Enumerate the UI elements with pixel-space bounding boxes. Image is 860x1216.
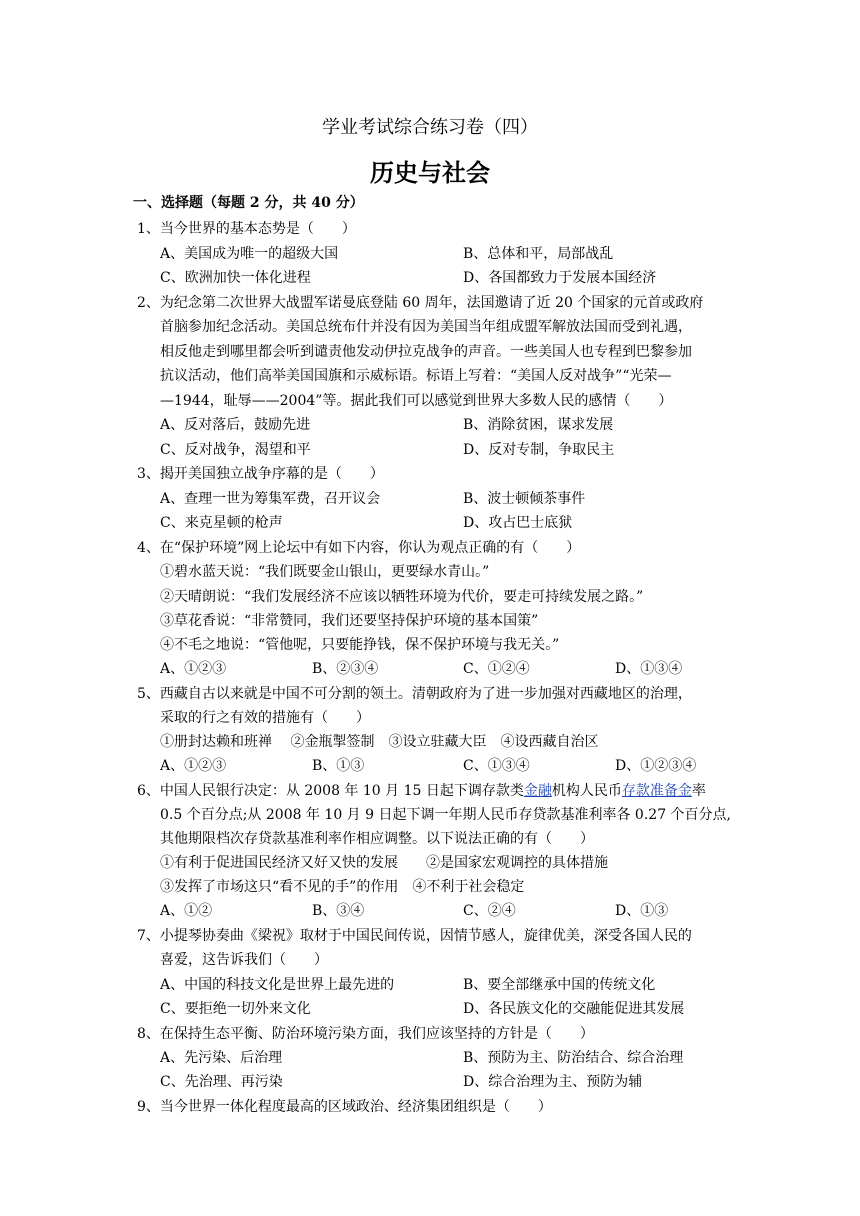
question-8-option-a: A、先污染、后治理: [160, 1050, 283, 1066]
question-2-option-a: A、反对落后，鼓励先进: [160, 417, 311, 433]
question-8-stem: 8、在保持生态平衡、防治环境污染方面，我们应该坚持的方针是（ ）: [137, 1026, 594, 1042]
exam-title: 历史与社会: [370, 158, 490, 187]
question-8-option-b: B、预防为主、防治结合、综合治理: [463, 1050, 684, 1066]
question-4-statement-4: ④不毛之地说：“管他呢，只要能挣钱，保不保护环境与我无关。”: [160, 637, 560, 653]
link-cunkuan-zhunbeijin[interactable]: 存款准备金: [621, 783, 692, 799]
question-4-statement-3: ③草花香说：“非常赞同，我们还要坚持保护环境的基本国策”: [160, 613, 539, 629]
question-7-option-d: D、各民族文化的交融能促进其发展: [463, 1001, 685, 1017]
question-3-option-b: B、波士顿倾茶事件: [463, 491, 586, 507]
question-6-statements-1: ①有利于促进国民经济又好又快的发展 ②是国家宏观调控的具体措施: [160, 855, 608, 871]
exam-subtitle: 学业考试综合练习卷（四）: [322, 117, 538, 138]
question-4-stem: 4、在“保护环境”网上论坛中有如下内容，你认为观点正确的有（ ）: [137, 540, 581, 556]
question-5-line-2: 采取的行之有效的措施有（ ）: [160, 710, 370, 726]
question-6-line-3: 其他期限档次存贷款基准利率作相应调整。以下说法正确的有（ ）: [160, 831, 594, 847]
question-1-stem: 1、当今世界的基本态势是（ ）: [137, 221, 356, 237]
question-6-option-b: B、③④: [312, 903, 365, 919]
question-6-option-d: D、①③: [615, 903, 669, 919]
question-7-option-b: B、要全部继承中国的传统文化: [463, 977, 656, 993]
question-7-option-c: C、要拒绝一切外来文化: [160, 1001, 311, 1017]
question-1-option-b: B、总体和平，局部战乱: [463, 246, 614, 262]
question-3-stem: 3、揭开美国独立战争序幕的是（ ）: [137, 466, 384, 482]
question-4-option-c: C、①②④: [463, 661, 530, 677]
link-jinrong[interactable]: 金融: [523, 783, 552, 799]
question-6-line-1: [137, 781, 706, 801]
question-1-option-a: A、美国成为唯一的超级大国: [160, 246, 339, 262]
question-6-line-2: 0.5 个百分点;从 2008 年 10 月 9 日起下调一年期人民币存贷款基准利率各 0.27 个百分点,: [160, 807, 732, 823]
question-6-option-c: C、②④: [463, 903, 516, 919]
question-1-option-d: D、各国都致力于发展本国经济: [463, 270, 657, 286]
question-6-statements-2: ③发挥了市场这只“看不见的手”的作用 ④不利于社会稳定: [160, 879, 525, 895]
question-2-line-1: 2、为纪念第二次世界大战盟军诺曼底登陆 60 周年，法国邀请了近 20 个国家的元首或政府: [137, 295, 704, 311]
question-2-line-2: 首脑参加纪念活动。美国总统布什并没有因为美国当年组成盟军解放法国而受到礼遇，: [160, 319, 692, 335]
question-4-statement-2: ②天晴朗说：“我们发展经济不应该以牺牲环境为代价，要走可持续发展之路。”: [160, 589, 644, 605]
question-4-option-b: B、②③④: [312, 661, 379, 677]
question-6-option-a: A、①②: [160, 903, 213, 919]
question-1-option-c: C、欧洲加快一体化进程: [160, 270, 311, 286]
question-7-option-a: A、中国的科技文化是世界上最先进的: [160, 977, 395, 993]
question-5-option-c: C、①③④: [463, 758, 530, 774]
question-3-option-a: A、查理一世为筹集军费，召开议会: [160, 491, 381, 507]
question-6-line-1-text-b: 机构人民币: [551, 783, 622, 799]
question-6-line-1-text-c: 率: [691, 783, 706, 799]
question-4-option-a: A、①②③: [160, 661, 227, 677]
question-9-stem: 9、当今世界一体化程度最高的区域政治、经济集团组织是（ ）: [137, 1099, 552, 1115]
question-7-line-1: 7、小提琴协奏曲《梁祝》取材于中国民间传说，因情节感人，旋律优美，深受各国人民的: [137, 928, 692, 944]
question-2-line-4: 抗议活动，他们高举美国国旗和示威标语。标语上写着：“美国人反对战争”“光荣—: [160, 368, 672, 384]
question-3-option-d: D、攻占巴士底狱: [463, 515, 573, 531]
question-2-line-5: —1944，耻辱——2004”等。据此我们可以感觉到世界大多数人民的感情（ ）: [160, 393, 673, 409]
question-4-option-d: D、①③④: [615, 661, 683, 677]
question-2-option-b: B、消除贫困，谋求发展: [463, 417, 614, 433]
question-4-statement-1: ①碧水蓝天说：“我们既要金山银山，更要绿水青山。”: [160, 564, 490, 580]
question-5-option-d: D、①②③④: [615, 758, 697, 774]
question-5-option-b: B、①③: [312, 758, 365, 774]
question-3-option-c: C、来克星顿的枪声: [160, 515, 283, 531]
question-5-line-1: 5、西藏自古以来就是中国不可分割的领土。清朝政府为了进一步加强对西藏地区的治理，: [137, 686, 692, 702]
question-8-option-d: D、综合治理为主、预防为辅: [463, 1074, 643, 1090]
question-2-option-c: C、反对战争，渴望和平: [160, 442, 311, 458]
question-2-line-3: 相反他走到哪里都会听到谴责他发动伊拉克战争的声音。一些美国人也专程到巴黎参加: [160, 344, 692, 360]
question-5-statements: ①册封达赖和班禅 ②金瓶掣签制 ③设立驻藏大臣 ④设西藏自治区: [160, 734, 599, 750]
question-5-option-a: A、①②③: [160, 758, 227, 774]
question-2-option-d: D、反对专制，争取民主: [463, 442, 615, 458]
question-6-line-1-text-a: 6、中国人民银行决定：从 2008 年 10 月 15 日起下调存款类: [137, 783, 524, 799]
question-7-line-2: 喜爱，这告诉我们（ ）: [160, 952, 328, 968]
section-heading: 一、选择题（每题 2 分，共 40 分）: [133, 195, 364, 211]
question-8-option-c: C、先治理、再污染: [160, 1074, 283, 1090]
